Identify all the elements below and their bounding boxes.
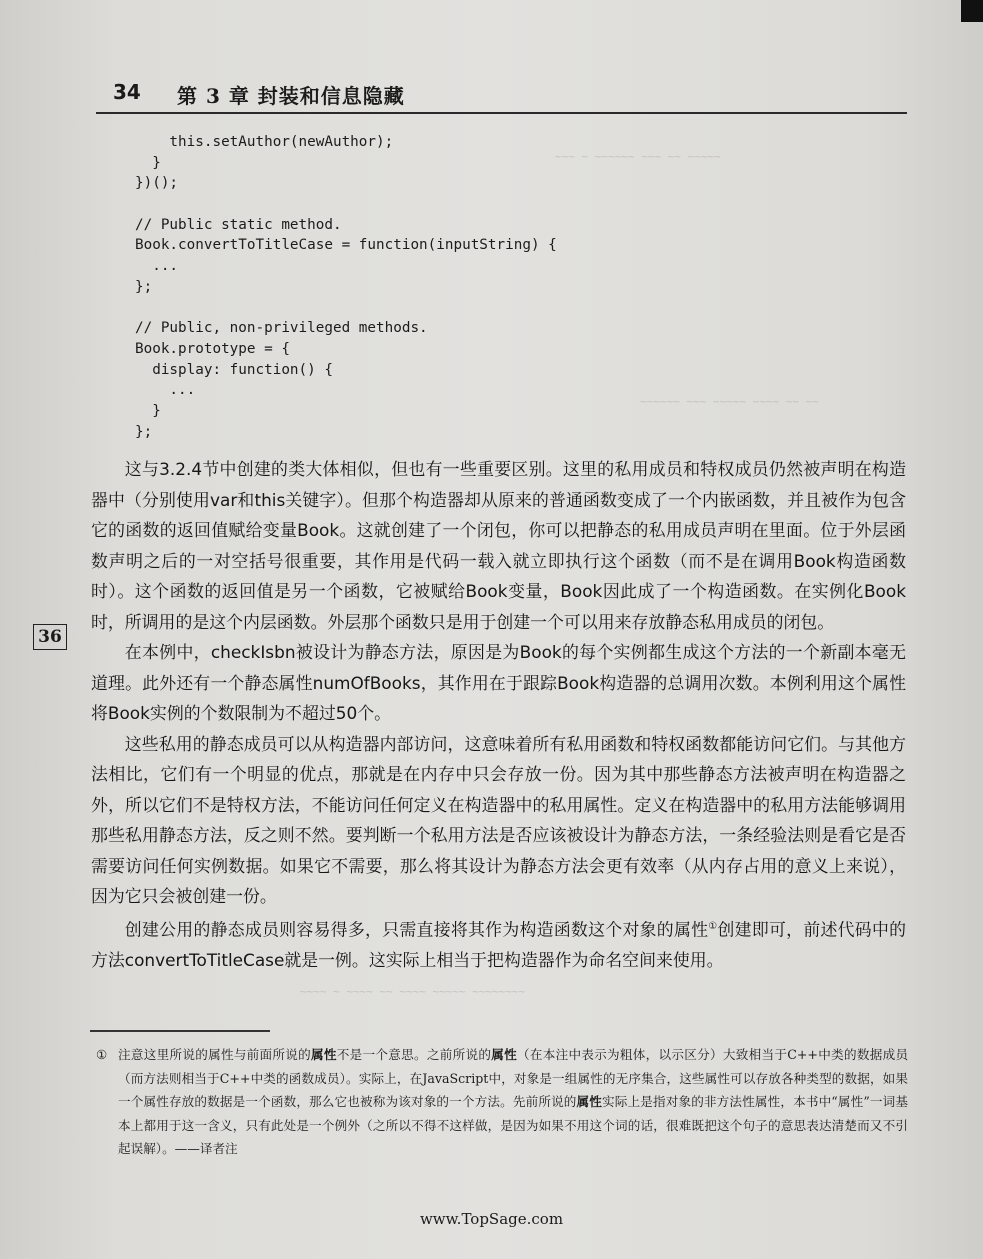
paragraph-text: 创建公用的静态成员则容易得多，只需直接将其作为构造函数这个对象的属性 [124, 919, 709, 940]
footnote-text: 不是一个意思。之前所说的 [336, 1047, 492, 1062]
code-line: }; [135, 278, 153, 295]
original-page-reference: 36 [33, 624, 67, 650]
header-rule [96, 112, 907, 114]
page-number: 34 [113, 80, 141, 104]
bleed-through-text: ~~~~~~ ~~~ ~~~~~ ~~~~ ~~ ~~ [640, 395, 819, 408]
footnote [96, 1043, 909, 1161]
code-line: }; [135, 423, 153, 440]
code-line: ... [135, 258, 179, 275]
paragraph-text: 创建即可，前述代码中的方法convertToTitleCase就是一例。这实际上相当于把构造器作为命名空间来使用。 [91, 919, 907, 970]
code-line [135, 194, 557, 215]
paragraph [91, 912, 906, 976]
footer-url[interactable]: www.TopSage.com [419, 1210, 564, 1228]
code-line: })(); [135, 175, 179, 192]
footnote-text: （在本注中表示为粗体，以示区分）大致相当于C++中类的数据成员（而方法则相当于C++中类的函数成员）。实际上，在JavaScript中，对象是一组属性的无序集合，这些属性可以存放各种类型的数据，如果一个属性存放的数据是一个函数，那么它也被称为该对象的一个方法。先前所说的 [118, 1047, 909, 1110]
code-block [135, 132, 557, 442]
paragraph: 这与3.2.4节中创建的类大体相似，但也有一些重要区别。这里的私用成员和特权成员仍然被声明在构造器中（分别使用var和this关键字）。但那个构造器却从原来的普通函数变成了一个内嵌函数，并且被作为包含它的函数的返回值赋给变量Book。这就创建了一个闭包，你可以把静态的私用成员声明在里面。位于外层函数声明之后的一对空括号很重要，其作用是代码一载入就立即执行这个函数（而不是在调用Book构造函数时）。这个函数的返回值是另一个函数，它被赋给Book变量，Book因此成了一个构造函数。在实例化Book时，所调用的是这个内层函数。外层那个函数只是用于创建一个可以用来存放静态私用成员的闭包。 [91, 459, 906, 632]
footnote-bold-term: 属性 [311, 1047, 337, 1062]
footnote-marker: ① [96, 1047, 108, 1062]
footnote-bold-term: 属性 [491, 1047, 517, 1062]
code-line: // Public static method. [135, 216, 342, 233]
code-line: Book.prototype = { [135, 340, 290, 357]
code-line: // Public, non-privileged methods. [135, 320, 428, 337]
bleed-through-text: ~~~~ ~ ~~~~ ~~ ~~~~ ~~~~~ ~~~~~~~~ [300, 985, 526, 998]
paragraph: 在本例中，checkIsbn被设计为静态方法，原因是为Book的每个实例都生成这个方法的一个新副本毫无道理。此外还有一个静态属性numOfBooks，其作用在于跟踪Book构造器的总调用次数。本例利用这个属性将Book实例的个数限制为不超过50个。 [91, 642, 906, 723]
code-line: Book.convertToTitleCase = function(inputString) { [135, 237, 557, 254]
scan-corner-mark [961, 0, 983, 22]
code-line: } [135, 402, 161, 419]
page-header [113, 76, 906, 110]
code-line: } [135, 154, 161, 171]
code-line [135, 298, 557, 319]
footnote-rule [90, 1030, 270, 1032]
chapter-title: 第 3 章 封装和信息隐藏 [177, 84, 405, 108]
body-text [91, 454, 906, 975]
code-line: this.setAuthor(newAuthor); [135, 134, 394, 150]
paragraph: 这些私用的静态成员可以从构造器内部访问，这意味着所有私用函数和特权函数都能访问它们。与其他方法相比，它们有一个明显的优点，那就是在内存中只会存放一份。因为其中那些静态方法被声明在构造器之外，所以它们不是特权方法，不能访问任何定义在构造器中的私用属性。定义在构造器中的私用方法能够调用那些私用静态方法，反之则不然。要判断一个私用方法是否应该被设计为静态方法，一条经验法则是看它是否需要访问任何实例数据。如果它不需要，那么将其设计为静态方法会更有效率（从内存占用的意义上来说），因为它只会被创建一份。 [91, 733, 906, 906]
footnote-reference[interactable]: ① [708, 920, 718, 932]
footnote-text: 实际上是指对象的非方法性属性，本书中“属性”一词基本上都用于这一含义，只有此处是一个例外（之所以不得不这样做，是因为如果不用这个词的话，很难既把这个句子的意思表达清楚而又不引起误解）。——译者注 [118, 1094, 909, 1157]
footnote-text: 注意这里所说的属性与前面所说的 [118, 1047, 312, 1062]
bleed-through-text: ~~~ ~ ~~~~~~ ~~~ ~~ ~~~~~ [555, 150, 721, 163]
code-line: ... [135, 382, 196, 399]
code-line: display: function() { [135, 361, 333, 378]
footnote-bold-term: 属性 [576, 1094, 603, 1110]
